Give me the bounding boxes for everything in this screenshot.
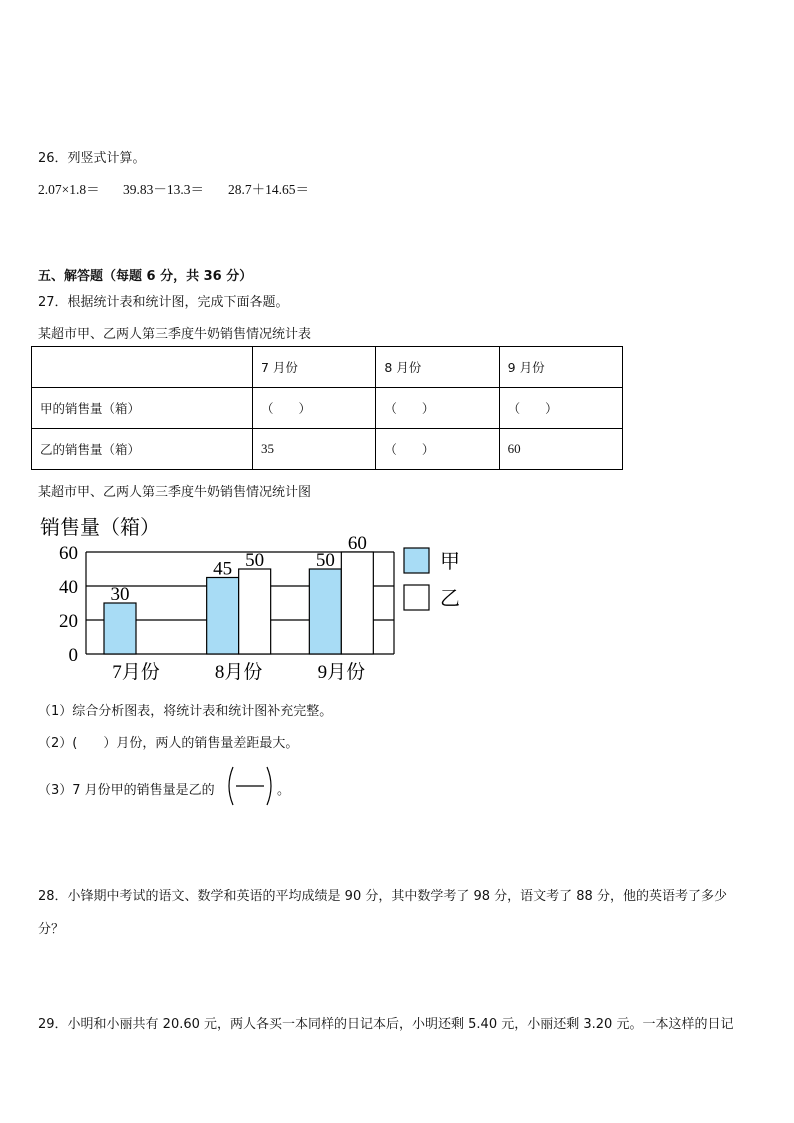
table-cell: 35 [253, 429, 376, 470]
table-header-cell [32, 347, 253, 388]
table-row [32, 388, 623, 429]
x-tick-label: 9月份 [317, 662, 366, 683]
data-label: 45 [213, 558, 233, 580]
subquestion-3-end: 。 [277, 783, 291, 798]
y-tick-label: 40 [59, 577, 78, 598]
table-cell: 60 [499, 429, 622, 470]
answer-blank[interactable]: （ ） [376, 388, 499, 429]
bar [207, 578, 239, 655]
subquestion-3: （3）7 月份甲的销售量是乙的 [38, 783, 215, 798]
statistics-table [31, 346, 623, 470]
bar-chart [30, 508, 470, 688]
y-tick-label: 20 [59, 611, 78, 632]
data-label: 50 [315, 550, 335, 571]
legend-label: 甲 [440, 551, 460, 573]
fraction-blank[interactable] [224, 765, 276, 807]
table-header-cell: 8 月份 [376, 347, 499, 388]
chart-legend [404, 548, 460, 610]
question-29-line-1: 29．小明和小丽共有 20.60 元，两人各买一本同样的日记本后，小明还剩 5.40 元，小丽还剩 3.20 元。一本这样的日记 [38, 1017, 734, 1032]
y-axis-label: 销售量（箱） [40, 517, 160, 539]
answer-blank[interactable]: （ ） [499, 388, 622, 429]
bar [239, 569, 271, 654]
legend-swatch [404, 548, 429, 573]
section-heading: 五、解答题（每题 6 分，共 36 分） [38, 269, 253, 284]
answer-blank[interactable]: （ ） [376, 429, 499, 470]
table-row [32, 429, 623, 470]
calc-item-1: 2.07×1.8＝ [38, 182, 100, 197]
legend-swatch [404, 585, 429, 610]
question-28-line-2: 分？ [38, 922, 65, 937]
data-label: 50 [245, 550, 265, 571]
table-header-row [32, 347, 623, 388]
data-label: 30 [110, 584, 130, 605]
table-title: 某超市甲、乙两人第三季度牛奶销售情况统计表 [38, 327, 312, 342]
question-27-prompt: 27．根据统计表和统计图，完成下面各题。 [38, 295, 289, 310]
table-header-cell: 9 月份 [499, 347, 622, 388]
table-header-cell: 7 月份 [253, 347, 376, 388]
calc-item-2: 39.83－13.3＝ [123, 182, 204, 197]
calc-item-3: 28.7＋14.65＝ [228, 182, 309, 197]
x-tick-label: 8月份 [214, 662, 263, 683]
bar [341, 552, 373, 654]
question-26-title: 26．列竖式计算。 [38, 151, 146, 166]
bar [104, 603, 136, 654]
question-28-line-1: 28．小锋期中考试的语文、数学和英语的平均成绩是 90 分，其中数学考了 98 分，语文考了 88 分，他的英语考了多少 [38, 889, 727, 904]
answer-blank[interactable]: （ ） [253, 388, 376, 429]
y-tick-label: 60 [59, 543, 78, 564]
data-label: 60 [347, 533, 367, 554]
table-row-label: 乙的销售量（箱） [32, 429, 253, 470]
subquestion-1: （1）综合分析图表，将统计表和统计图补充完整。 [38, 704, 333, 719]
x-tick-label: 7月份 [112, 662, 160, 683]
table-row-label: 甲的销售量（箱） [32, 388, 253, 429]
chart-title: 某超市甲、乙两人第三季度牛奶销售情况统计图 [38, 485, 312, 500]
y-tick-label: 0 [68, 645, 78, 666]
subquestion-2: （2）( ）月份，两人的销售量差距最大。 [38, 736, 299, 751]
legend-label: 乙 [440, 588, 460, 610]
bar [309, 569, 341, 654]
